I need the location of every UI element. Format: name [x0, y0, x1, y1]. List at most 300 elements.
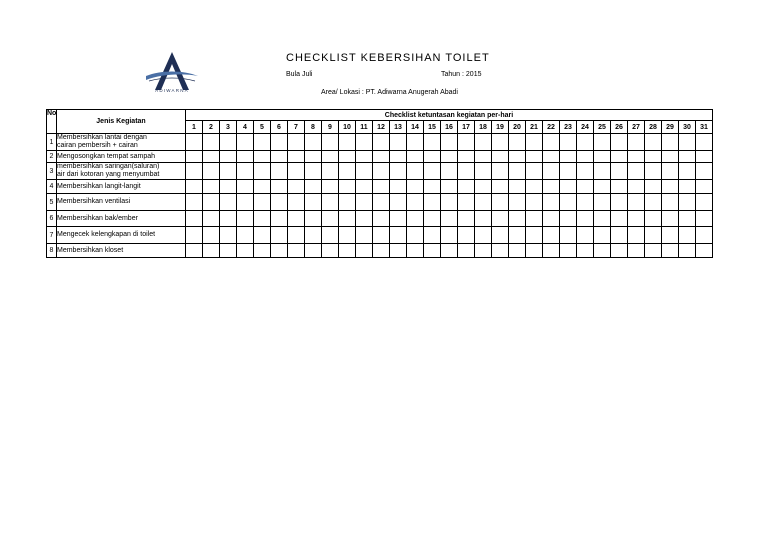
checkbox-cell[interactable]: [560, 194, 577, 211]
activity-line: Membersihkan bak/ember: [57, 214, 138, 222]
checkbox-cell[interactable]: [390, 211, 407, 227]
checkbox-cell[interactable]: [577, 134, 594, 151]
checkbox-cell[interactable]: [186, 163, 203, 180]
checkbox-cell[interactable]: [441, 151, 458, 163]
checkbox-cell[interactable]: [526, 134, 543, 151]
checkbox-cell[interactable]: [560, 211, 577, 227]
checkbox-cell[interactable]: [492, 163, 509, 180]
checkbox-cell[interactable]: [458, 211, 475, 227]
checkbox-cell[interactable]: [203, 180, 220, 194]
checkbox-cell[interactable]: [577, 194, 594, 211]
checkbox-cell[interactable]: [424, 180, 441, 194]
checkbox-cell[interactable]: [577, 180, 594, 194]
checkbox-cell[interactable]: [237, 211, 254, 227]
checkbox-cell[interactable]: [628, 163, 645, 180]
table-row: [47, 151, 713, 163]
row-number: 5: [47, 194, 57, 211]
checkbox-cell[interactable]: [339, 134, 356, 151]
checkbox-cell[interactable]: [237, 163, 254, 180]
checkbox-cell[interactable]: [390, 227, 407, 244]
checkbox-cell[interactable]: [339, 151, 356, 163]
checkbox-cell[interactable]: [628, 194, 645, 211]
checkbox-cell[interactable]: [271, 194, 288, 211]
checkbox-cell[interactable]: [611, 151, 628, 163]
checkbox-cell[interactable]: [271, 151, 288, 163]
checkbox-cell[interactable]: [220, 227, 237, 244]
checkbox-cell[interactable]: [288, 244, 305, 258]
activity-line: membersihkan saringan(saluran): [57, 163, 160, 170]
checkbox-cell[interactable]: [305, 151, 322, 163]
checkbox-cell[interactable]: [373, 134, 390, 151]
checkbox-cell[interactable]: [390, 134, 407, 151]
checkbox-cell[interactable]: [526, 163, 543, 180]
checkbox-cell[interactable]: [186, 194, 203, 211]
checkbox-cell[interactable]: [203, 134, 220, 151]
checkbox-cell[interactable]: [645, 151, 662, 163]
checkbox-cell[interactable]: [509, 211, 526, 227]
checkbox-cell[interactable]: [407, 163, 424, 180]
checkbox-cell[interactable]: [594, 227, 611, 244]
checkbox-cell[interactable]: [356, 211, 373, 227]
checkbox-cell[interactable]: [509, 227, 526, 244]
checkbox-cell[interactable]: [475, 163, 492, 180]
checkbox-cell[interactable]: [611, 163, 628, 180]
checkbox-cell[interactable]: [560, 227, 577, 244]
checkbox-cell[interactable]: [288, 151, 305, 163]
checkbox-cell[interactable]: [254, 180, 271, 194]
checkbox-cell[interactable]: [679, 151, 696, 163]
checkbox-cell[interactable]: [356, 227, 373, 244]
checkbox-cell[interactable]: [679, 211, 696, 227]
checkbox-cell[interactable]: [475, 211, 492, 227]
checkbox-cell[interactable]: [543, 163, 560, 180]
checkbox-cell[interactable]: [458, 180, 475, 194]
row-number: 1: [47, 134, 57, 151]
checkbox-cell[interactable]: [543, 194, 560, 211]
row-number: 6: [47, 211, 57, 227]
day-header: 9: [322, 121, 339, 134]
checkbox-cell[interactable]: [509, 194, 526, 211]
checkbox-cell[interactable]: [543, 151, 560, 163]
checkbox-cell[interactable]: [186, 227, 203, 244]
checkbox-cell[interactable]: [543, 227, 560, 244]
checkbox-cell[interactable]: [220, 134, 237, 151]
checkbox-cell[interactable]: [373, 163, 390, 180]
checkbox-cell[interactable]: [560, 180, 577, 194]
checkbox-cell[interactable]: [696, 134, 713, 151]
checkbox-cell[interactable]: [288, 227, 305, 244]
checkbox-cell[interactable]: [628, 211, 645, 227]
checkbox-cell[interactable]: [611, 227, 628, 244]
checkbox-cell[interactable]: [560, 244, 577, 258]
checkbox-cell[interactable]: [645, 163, 662, 180]
activity-cell: [57, 163, 186, 180]
area-label: Area/ Lokasi : PT. Adiwarna Anugerah Abadi: [321, 89, 458, 96]
checkbox-cell[interactable]: [424, 194, 441, 211]
checkbox-cell[interactable]: [322, 227, 339, 244]
checkbox-cell[interactable]: [271, 163, 288, 180]
checkbox-cell[interactable]: [407, 211, 424, 227]
checkbox-cell[interactable]: [441, 134, 458, 151]
checkbox-cell[interactable]: [458, 244, 475, 258]
checkbox-cell[interactable]: [696, 211, 713, 227]
checkbox-cell[interactable]: [662, 194, 679, 211]
row-number: 3: [47, 163, 57, 180]
checkbox-cell[interactable]: [543, 211, 560, 227]
row-number: 8: [47, 244, 57, 258]
checkbox-cell[interactable]: [220, 163, 237, 180]
checkbox-cell[interactable]: [424, 227, 441, 244]
checkbox-cell[interactable]: [322, 151, 339, 163]
checkbox-cell[interactable]: [543, 180, 560, 194]
checkbox-cell[interactable]: [237, 180, 254, 194]
checkbox-cell[interactable]: [271, 244, 288, 258]
checkbox-cell[interactable]: [390, 244, 407, 258]
checkbox-cell[interactable]: [645, 194, 662, 211]
checkbox-cell[interactable]: [254, 151, 271, 163]
checkbox-cell[interactable]: [390, 163, 407, 180]
checkbox-cell[interactable]: [203, 163, 220, 180]
checkbox-cell[interactable]: [645, 180, 662, 194]
checkbox-cell[interactable]: [679, 194, 696, 211]
checkbox-cell[interactable]: [441, 244, 458, 258]
activity-cell: [57, 211, 186, 227]
day-header: 25: [594, 121, 611, 134]
checkbox-cell[interactable]: [373, 227, 390, 244]
checkbox-cell[interactable]: [305, 134, 322, 151]
day-header: 5: [254, 121, 271, 134]
checkbox-cell[interactable]: [254, 194, 271, 211]
day-header: 31: [696, 121, 713, 134]
checkbox-cell[interactable]: [560, 151, 577, 163]
checkbox-cell[interactable]: [611, 180, 628, 194]
checkbox-cell[interactable]: [305, 194, 322, 211]
checkbox-cell[interactable]: [441, 211, 458, 227]
checkbox-cell[interactable]: [492, 151, 509, 163]
day-header: 10: [339, 121, 356, 134]
row-number: 7: [47, 227, 57, 244]
checkbox-cell[interactable]: [271, 227, 288, 244]
checkbox-cell[interactable]: [594, 180, 611, 194]
day-header: 29: [662, 121, 679, 134]
table-row: [47, 194, 713, 211]
checkbox-cell[interactable]: [509, 163, 526, 180]
checkbox-cell[interactable]: [696, 244, 713, 258]
checkbox-cell[interactable]: [611, 194, 628, 211]
checkbox-cell[interactable]: [577, 244, 594, 258]
activity-line: air dari kotoran yang menyumbat: [57, 171, 160, 178]
checkbox-cell[interactable]: [390, 180, 407, 194]
checkbox-cell[interactable]: [254, 163, 271, 180]
checkbox-cell[interactable]: [475, 227, 492, 244]
checkbox-cell[interactable]: [594, 151, 611, 163]
checkbox-cell[interactable]: [186, 180, 203, 194]
checkbox-cell[interactable]: [356, 180, 373, 194]
checkbox-cell[interactable]: [424, 134, 441, 151]
checkbox-cell[interactable]: [441, 194, 458, 211]
checkbox-cell[interactable]: [254, 244, 271, 258]
checkbox-cell[interactable]: [322, 180, 339, 194]
column-header-checklist: Checklist ketuntasan kegiatan per-hari: [186, 110, 713, 121]
checkbox-cell[interactable]: [407, 227, 424, 244]
checkbox-cell[interactable]: [679, 134, 696, 151]
checkbox-cell[interactable]: [628, 134, 645, 151]
checkbox-cell[interactable]: [373, 244, 390, 258]
checkbox-cell[interactable]: [509, 180, 526, 194]
checkbox-cell[interactable]: [203, 244, 220, 258]
checkbox-cell[interactable]: [271, 211, 288, 227]
table-row: [47, 227, 713, 244]
checkbox-cell[interactable]: [594, 163, 611, 180]
checkbox-cell[interactable]: [526, 151, 543, 163]
checkbox-cell[interactable]: [322, 163, 339, 180]
checkbox-cell[interactable]: [339, 227, 356, 244]
table-row: [47, 180, 713, 194]
checkbox-cell[interactable]: [492, 227, 509, 244]
checkbox-cell[interactable]: [220, 194, 237, 211]
checkbox-cell[interactable]: [424, 244, 441, 258]
checkbox-cell[interactable]: [424, 211, 441, 227]
activity-cell: [57, 180, 186, 194]
day-header: 4: [237, 121, 254, 134]
checkbox-cell[interactable]: [645, 134, 662, 151]
checkbox-cell[interactable]: [220, 151, 237, 163]
checkbox-cell[interactable]: [254, 134, 271, 151]
checkbox-cell[interactable]: [662, 244, 679, 258]
checkbox-cell[interactable]: [645, 227, 662, 244]
day-header: 23: [560, 121, 577, 134]
checkbox-cell[interactable]: [237, 227, 254, 244]
checkbox-cell[interactable]: [577, 211, 594, 227]
checkbox-cell[interactable]: [203, 194, 220, 211]
bulan-label: Bula Juli: [286, 71, 313, 78]
checkbox-cell[interactable]: [373, 180, 390, 194]
checkbox-cell[interactable]: [662, 227, 679, 244]
checkbox-cell[interactable]: [696, 227, 713, 244]
checkbox-cell[interactable]: [594, 194, 611, 211]
checkbox-cell[interactable]: [203, 211, 220, 227]
checkbox-cell[interactable]: [220, 180, 237, 194]
checkbox-cell[interactable]: [390, 151, 407, 163]
checkbox-cell[interactable]: [254, 227, 271, 244]
checkbox-cell[interactable]: [356, 244, 373, 258]
checkbox-cell[interactable]: [237, 244, 254, 258]
checkbox-cell[interactable]: [645, 244, 662, 258]
checkbox-cell[interactable]: [662, 151, 679, 163]
day-header: 7: [288, 121, 305, 134]
checkbox-cell[interactable]: [543, 134, 560, 151]
checkbox-cell[interactable]: [322, 211, 339, 227]
checkbox-cell[interactable]: [679, 180, 696, 194]
checkbox-cell[interactable]: [458, 227, 475, 244]
checkbox-cell[interactable]: [390, 194, 407, 211]
checkbox-cell[interactable]: [611, 134, 628, 151]
day-header: 12: [373, 121, 390, 134]
checkbox-cell[interactable]: [611, 211, 628, 227]
day-header: 1: [186, 121, 203, 134]
checkbox-cell[interactable]: [271, 180, 288, 194]
checkbox-cell[interactable]: [237, 151, 254, 163]
checkbox-cell[interactable]: [186, 134, 203, 151]
checkbox-cell[interactable]: [526, 180, 543, 194]
checkbox-cell[interactable]: [509, 151, 526, 163]
checkbox-cell[interactable]: [373, 211, 390, 227]
checkbox-cell[interactable]: [492, 211, 509, 227]
checkbox-cell[interactable]: [186, 151, 203, 163]
checkbox-cell[interactable]: [339, 163, 356, 180]
checkbox-cell[interactable]: [662, 180, 679, 194]
checkbox-cell[interactable]: [322, 244, 339, 258]
checkbox-cell[interactable]: [237, 194, 254, 211]
day-header: 19: [492, 121, 509, 134]
activity-line: Membersihkan ventilasi: [57, 198, 131, 205]
checkbox-cell[interactable]: [407, 194, 424, 211]
checkbox-cell[interactable]: [526, 244, 543, 258]
checkbox-cell[interactable]: [475, 151, 492, 163]
checkbox-cell[interactable]: [696, 194, 713, 211]
checkbox-cell[interactable]: [645, 211, 662, 227]
checkbox-cell[interactable]: [509, 134, 526, 151]
checkbox-cell[interactable]: [305, 227, 322, 244]
checkbox-cell[interactable]: [407, 244, 424, 258]
table-row: [47, 244, 713, 258]
day-header: 6: [271, 121, 288, 134]
checkbox-cell[interactable]: [662, 134, 679, 151]
checkbox-cell[interactable]: [305, 180, 322, 194]
checkbox-cell[interactable]: [594, 134, 611, 151]
checkbox-cell[interactable]: [356, 151, 373, 163]
checkbox-cell[interactable]: [305, 244, 322, 258]
checkbox-cell[interactable]: [458, 134, 475, 151]
checkbox-cell[interactable]: [186, 211, 203, 227]
checkbox-cell[interactable]: [322, 194, 339, 211]
activity-line: Mengosongkan tempat sampah: [57, 152, 156, 160]
activity-line: Membersihkan langit-langit: [57, 182, 141, 190]
checkbox-cell[interactable]: [220, 211, 237, 227]
checkbox-cell[interactable]: [594, 244, 611, 258]
checkbox-cell[interactable]: [679, 163, 696, 180]
checkbox-cell[interactable]: [305, 163, 322, 180]
checkbox-cell[interactable]: [305, 211, 322, 227]
checkbox-cell[interactable]: [288, 180, 305, 194]
checkbox-cell[interactable]: [560, 134, 577, 151]
checkbox-cell[interactable]: [373, 151, 390, 163]
checkbox-cell[interactable]: [339, 244, 356, 258]
activity-line: Membersihkan lantai dengan: [57, 134, 147, 141]
checkbox-cell[interactable]: [458, 194, 475, 211]
day-header: 15: [424, 121, 441, 134]
checkbox-cell[interactable]: [373, 194, 390, 211]
day-header: 18: [475, 121, 492, 134]
checkbox-cell[interactable]: [492, 180, 509, 194]
checkbox-cell[interactable]: [271, 134, 288, 151]
checkbox-cell[interactable]: [407, 151, 424, 163]
activity-cell: [57, 244, 186, 258]
checkbox-cell[interactable]: [679, 227, 696, 244]
checkbox-cell[interactable]: [696, 163, 713, 180]
checkbox-cell[interactable]: [407, 134, 424, 151]
checkbox-cell[interactable]: [696, 180, 713, 194]
checkbox-cell[interactable]: [254, 211, 271, 227]
checkbox-cell[interactable]: [441, 163, 458, 180]
checkbox-cell[interactable]: [492, 194, 509, 211]
checkbox-cell[interactable]: [611, 244, 628, 258]
checkbox-cell[interactable]: [407, 180, 424, 194]
checkbox-cell[interactable]: [203, 151, 220, 163]
checkbox-cell[interactable]: [696, 151, 713, 163]
checkbox-cell[interactable]: [475, 194, 492, 211]
checkbox-cell[interactable]: [475, 244, 492, 258]
checkbox-cell[interactable]: [628, 151, 645, 163]
checkbox-cell[interactable]: [237, 134, 254, 151]
checkbox-cell[interactable]: [220, 244, 237, 258]
checkbox-cell[interactable]: [543, 244, 560, 258]
checkbox-cell[interactable]: [679, 244, 696, 258]
checkbox-cell[interactable]: [356, 194, 373, 211]
activity-cell: [57, 227, 186, 244]
checkbox-cell[interactable]: [356, 163, 373, 180]
day-header: 27: [628, 121, 645, 134]
checkbox-cell[interactable]: [288, 211, 305, 227]
checkbox-cell[interactable]: [458, 151, 475, 163]
checkbox-cell[interactable]: [458, 163, 475, 180]
checkbox-cell[interactable]: [492, 244, 509, 258]
checkbox-cell[interactable]: [475, 134, 492, 151]
page-title: CHECKLIST KEBERSIHAN TOILET: [286, 52, 490, 64]
activity-cell: [57, 151, 186, 163]
checkbox-cell[interactable]: [339, 211, 356, 227]
table-row: [47, 163, 713, 180]
checkbox-cell[interactable]: [577, 151, 594, 163]
checkbox-cell[interactable]: [186, 244, 203, 258]
checkbox-cell[interactable]: [339, 180, 356, 194]
checkbox-cell[interactable]: [526, 227, 543, 244]
checkbox-cell[interactable]: [441, 227, 458, 244]
checkbox-cell[interactable]: [526, 211, 543, 227]
checkbox-cell[interactable]: [577, 227, 594, 244]
day-header: 17: [458, 121, 475, 134]
checkbox-cell[interactable]: [475, 180, 492, 194]
checkbox-cell[interactable]: [492, 134, 509, 151]
checkbox-cell[interactable]: [288, 194, 305, 211]
day-header: 14: [407, 121, 424, 134]
checkbox-cell[interactable]: [662, 163, 679, 180]
checkbox-cell[interactable]: [424, 163, 441, 180]
checkbox-cell[interactable]: [509, 244, 526, 258]
row-number: 2: [47, 151, 57, 163]
activity-line: cairan pembersih + cairan: [57, 142, 138, 149]
checkbox-cell[interactable]: [628, 244, 645, 258]
day-header: 16: [441, 121, 458, 134]
checklist-table: [46, 109, 713, 258]
checkbox-cell[interactable]: [288, 134, 305, 151]
checkbox-cell[interactable]: [356, 134, 373, 151]
checkbox-cell[interactable]: [628, 180, 645, 194]
checkbox-cell[interactable]: [424, 151, 441, 163]
checkbox-cell[interactable]: [203, 227, 220, 244]
activity-cell: [57, 134, 186, 151]
checkbox-cell[interactable]: [577, 163, 594, 180]
checkbox-cell[interactable]: [628, 227, 645, 244]
checkbox-cell[interactable]: [339, 194, 356, 211]
checkbox-cell[interactable]: [594, 211, 611, 227]
checkbox-cell[interactable]: [526, 194, 543, 211]
checkbox-cell[interactable]: [288, 163, 305, 180]
checkbox-cell[interactable]: [441, 180, 458, 194]
checkbox-cell[interactable]: [662, 211, 679, 227]
checkbox-cell[interactable]: [560, 163, 577, 180]
checkbox-cell[interactable]: [322, 134, 339, 151]
